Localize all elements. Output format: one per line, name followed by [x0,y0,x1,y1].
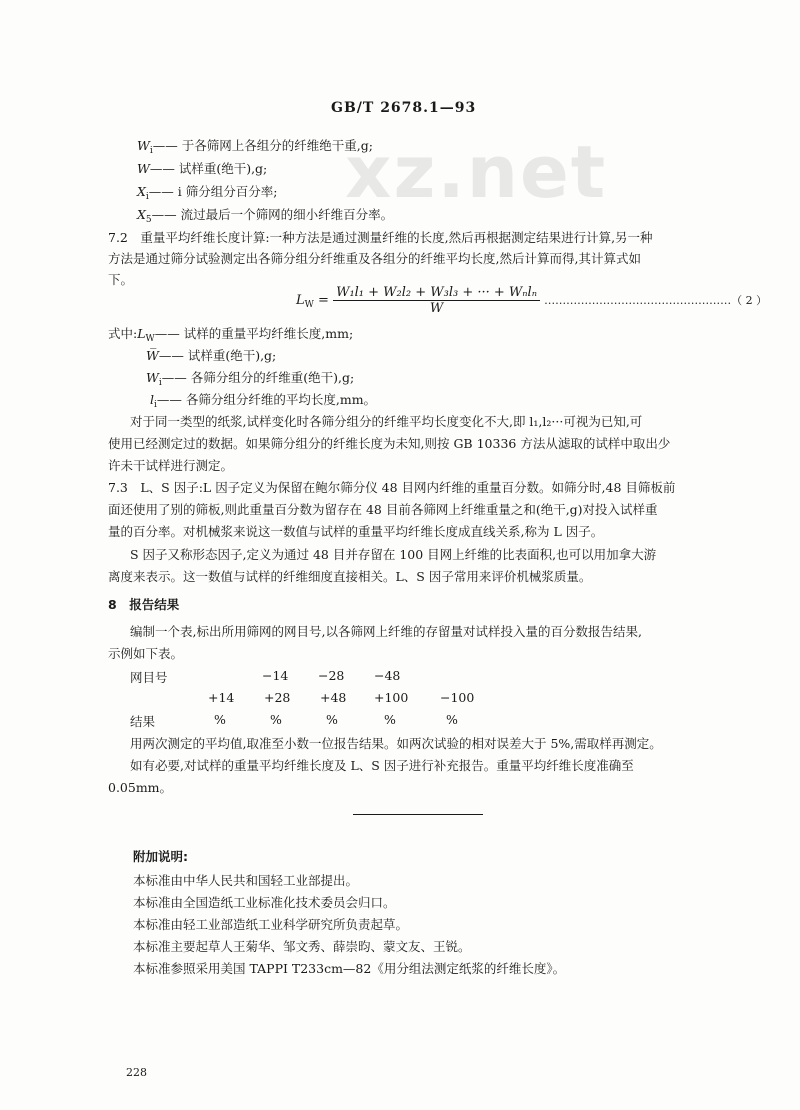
definition-item: $X_5——$ 流过最后一个筛网的细小纤维百分率。 [137,207,394,225]
table-cell: % [270,712,282,727]
appendix-title: 附加说明: [133,849,188,864]
definition-item: W̅—— 试样重(绝干),g; [146,348,277,363]
definition-item: $l_i——$ 各筛分组分纤维的平均长度,mm。 [150,392,377,410]
appendix-line: 本标准主要起草人王菊华、邹文秀、薛崇昀、蒙文友、王锐。 [133,939,471,954]
section-7-3-line: 离度来表示。这一数值与试样的纤维细度直接相关。L、S 因子常用来评价机械浆质量。 [108,569,592,584]
divider-rule [353,814,483,815]
mesh-table-label-row3: 结果 [130,714,156,729]
section-8-line: 0.05mm。 [108,780,173,795]
paragraph-line: 许未干试样进行测定。 [108,458,234,473]
section-7-2-line: 方法是通过筛分试验测定出各筛分组分纤维重及各组分的纤维平均长度,然后计算而得,其计算式如 [108,251,641,266]
table-cell: % [214,712,226,727]
section-7-3-line: 面还使用了别的筛板,则此重量百分数为留存在 48 目前各筛网上纤维重量之和(绝干,g)对投入试样重 [108,502,658,517]
section-8-line: 示例如下表。 [108,646,184,661]
table-cell: −28 [318,668,345,683]
table-cell: +28 [264,690,291,705]
section-7-2-line: 7.2 重量平均纤维长度计算:一种方法是通过测量纤维的长度,然后再根据测定结果进行计算,另一种 [108,230,653,245]
formula-lw: $L_W$ = $\frac{\text{W₁l₁ + W₂l₂ + W₃l₃ + ··· + Wₙlₙ}}{W}$ ……………………………………………（ 2 ） [296,285,768,316]
section-8-title: 8 报告结果 [108,597,180,612]
mesh-table-label-row1: 网目号 [130,670,168,685]
definition-item: 式中$:L_W——$ 试样的重量平均纤维长度,mm; [108,326,354,344]
appendix-line: 本标准由中华人民共和国轻工业部提出。 [133,873,359,888]
section-8-line: 如有必要,对试样的重量平均纤维长度及 L、S 因子进行补充报告。重量平均纤维长度准确至 [130,758,634,773]
definition-item: $W_i——$ 各筛分组分的纤维重(绝干),g; [146,370,355,388]
table-cell: −100 [440,690,475,705]
table-cell: % [446,712,458,727]
table-cell: +48 [320,690,347,705]
paragraph-line: 对于同一类型的纸浆,试样变化时各筛分组分的纤维平均长度变化不大,即 l₁,l₂···可视为已知,可 [130,414,643,429]
watermark: xz.net [345,130,608,214]
section-7-2-line: 下。 [108,272,134,287]
table-cell: +100 [374,690,409,705]
table-cell: % [326,712,338,727]
definition-item: W—— 试样重(绝干),g; [137,161,268,176]
section-8-line: 用两次测定的平均值,取准至小数一位报告结果。如两次试验的相对误差大于 5%,需取样再测定。 [130,736,662,751]
table-cell: −48 [374,668,401,683]
section-7-3-line: S 因子又称形态因子,定义为通过 48 目并存留在 100 目网上纤维的比表面积,也可以用加拿大游 [130,547,657,562]
section-8-line: 编制一个表,标出所用筛网的网目号,以各筛网上纤维的存留量对试样投入量的百分数报告结果, [130,624,642,639]
section-7-3-line: 量的百分率。对机械浆来说这一数值与试样的重量平均纤维长度成直线关系,称为 L 因子。 [108,524,604,539]
definition-item: $X_i——$ i 筛分组分百分率; [137,184,278,202]
definition-item: $W_i——$ 于各筛网上各组分的纤维绝干重,g; [137,138,373,156]
standard-code-header: GB/T 2678.1—93 [331,100,477,116]
appendix-line: 本标准由轻工业部造纸工业科学研究所负责起草。 [133,917,409,932]
appendix-line: 本标准由全国造纸工业标准化技术委员会归口。 [133,895,396,910]
table-cell: +14 [208,690,235,705]
section-7-3-line: 7.3 L、S 因子:L 因子定义为保留在鲍尔筛分仪 48 目网内纤维的重量百分数。如筛分时,48 目筛板前 [108,480,676,495]
table-cell: % [384,712,396,727]
appendix-line: 本标准参照采用美国 TAPPI T233cm—82《用分组法测定纸浆的纤维长度》。 [133,961,566,976]
table-cell: −14 [262,668,289,683]
formula-fraction: $\frac{\text{W₁l₁ + W₂l₂ + W₃l₃ + ··· + Wₙlₙ}}{W}$ [333,285,540,316]
paragraph-line: 使用已经测定过的数据。如果筛分组分的纤维长度为未知,则按 GB 10336 方法从滤取的试样中取出少 [108,436,671,451]
page-number: 228 [126,1066,147,1079]
